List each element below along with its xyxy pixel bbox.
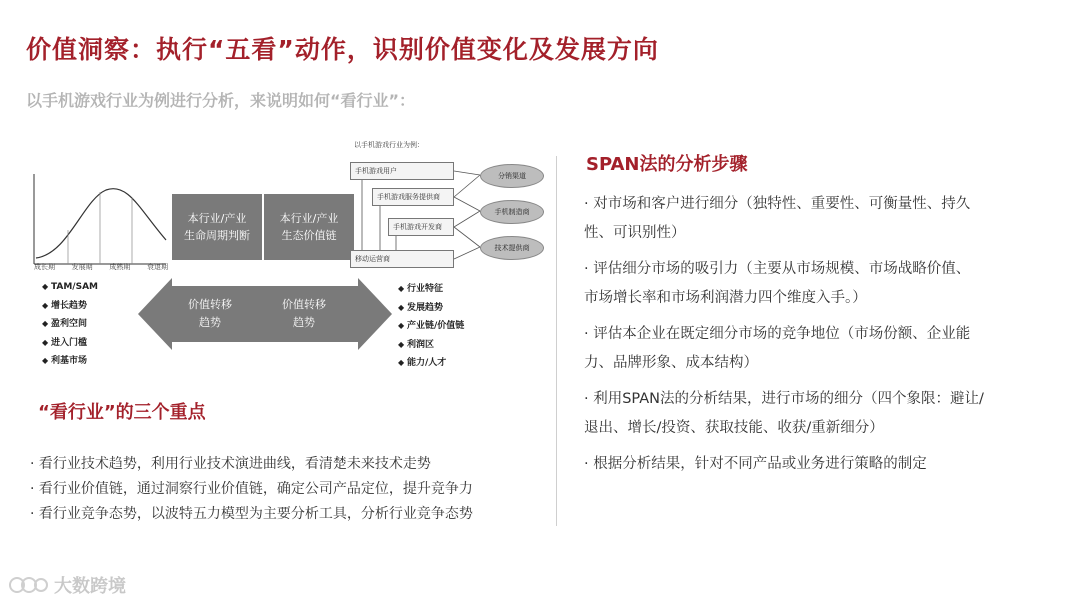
watermark-logo-icon	[8, 574, 48, 596]
stage-label: 成熟期	[109, 263, 131, 271]
span-heading: SPAN法的分析步骤	[586, 154, 748, 175]
stage-label: 发展期	[71, 263, 93, 271]
chain-box: 手机游戏服务提供商	[372, 188, 454, 206]
stage-label: 衰退期	[146, 263, 168, 271]
list-item: ◆ 盈利空间	[42, 315, 98, 334]
chain-oval: 分销渠道	[480, 164, 544, 188]
stage-label: 成长期	[34, 263, 55, 271]
list-item: ◆ 能力/人才	[398, 354, 464, 373]
list-item: ◆ 行业特征	[398, 280, 464, 299]
chain-title: 以手机游戏行业为例：	[354, 141, 424, 149]
list-item: · 评估本企业在既定细分市场的竞争地位（市场份额、企业能力、品牌形象、成本结构）	[584, 326, 971, 371]
list-item: · 评估细分市场的吸引力（主要从市场规模、市场战略价值、市场增长率和市场利润潜力四个维度入手。）	[584, 261, 971, 306]
chain-box: 移动运营商	[350, 250, 454, 268]
list-item: · 看行业价值链，通过洞察行业价值链，确定公司产品定位，提升竞争力	[30, 481, 473, 497]
chain-box: 手机游戏开发商	[388, 218, 454, 236]
arrow-right-label: 价值转移 趋势	[282, 298, 326, 329]
list-item: ◆ 进入门槛	[42, 334, 98, 353]
list-item: ◆ 发展趋势	[398, 299, 464, 318]
page-subtitle: 以手机游戏行业为例进行分析，来说明如何“看行业”：	[26, 91, 416, 110]
chain-box: 手机游戏用户	[350, 162, 454, 180]
list-item: ◆ 增长趋势	[42, 297, 98, 316]
list-item: · 利用SPAN法的分析结果，进行市场的细分（四个象限：避让/退出、增长/投资、获取技能、收获/重新细分）	[584, 391, 984, 436]
arrow-left-label: 价值转移 趋势	[188, 298, 232, 329]
list-item: · 看行业竞争态势，以波特五力模型为主要分析工具，分析行业竞争态势	[30, 506, 473, 522]
watermark-text: 大数跨境	[54, 576, 126, 597]
lifecycle-stage-labels	[34, 262, 168, 272]
focus-list	[30, 452, 473, 527]
list-item: · 根据分析结果，针对不同产品或业务进行策略的制定	[584, 456, 927, 472]
left-bullet-list	[42, 278, 98, 371]
chain-oval: 手机制造商	[480, 200, 544, 224]
list-item: ◆ 产业链/价值链	[398, 317, 464, 336]
right-bullet-list	[398, 280, 464, 373]
lifecycle-judgement-box: 本行业/产业 生命周期判断	[172, 194, 262, 260]
page-title: 价值洞察：执行“五看”动作，识别价值变化及发展方向	[26, 35, 659, 64]
list-item: · 对市场和客户进行细分（独特性、重要性、可衡量性、持久性、可识别性）	[584, 196, 971, 241]
watermark	[8, 572, 126, 598]
list-item: ◆ 利基市场	[42, 352, 98, 371]
focus-heading: “看行业”的三个重点	[38, 402, 206, 423]
industry-analysis-figure	[28, 140, 548, 380]
span-steps-list	[584, 190, 984, 486]
list-item: · 看行业技术趋势，利用行业技术演进曲线，看清楚未来技术走势	[30, 456, 431, 472]
list-item: ◆ 利润区	[398, 336, 464, 355]
chain-oval: 技术提供商	[480, 236, 544, 260]
column-divider	[556, 156, 557, 526]
list-item: ◆ TAM/SAM	[42, 278, 98, 297]
ecosystem-value-chain-box: 本行业/产业 生态价值链	[264, 194, 354, 260]
